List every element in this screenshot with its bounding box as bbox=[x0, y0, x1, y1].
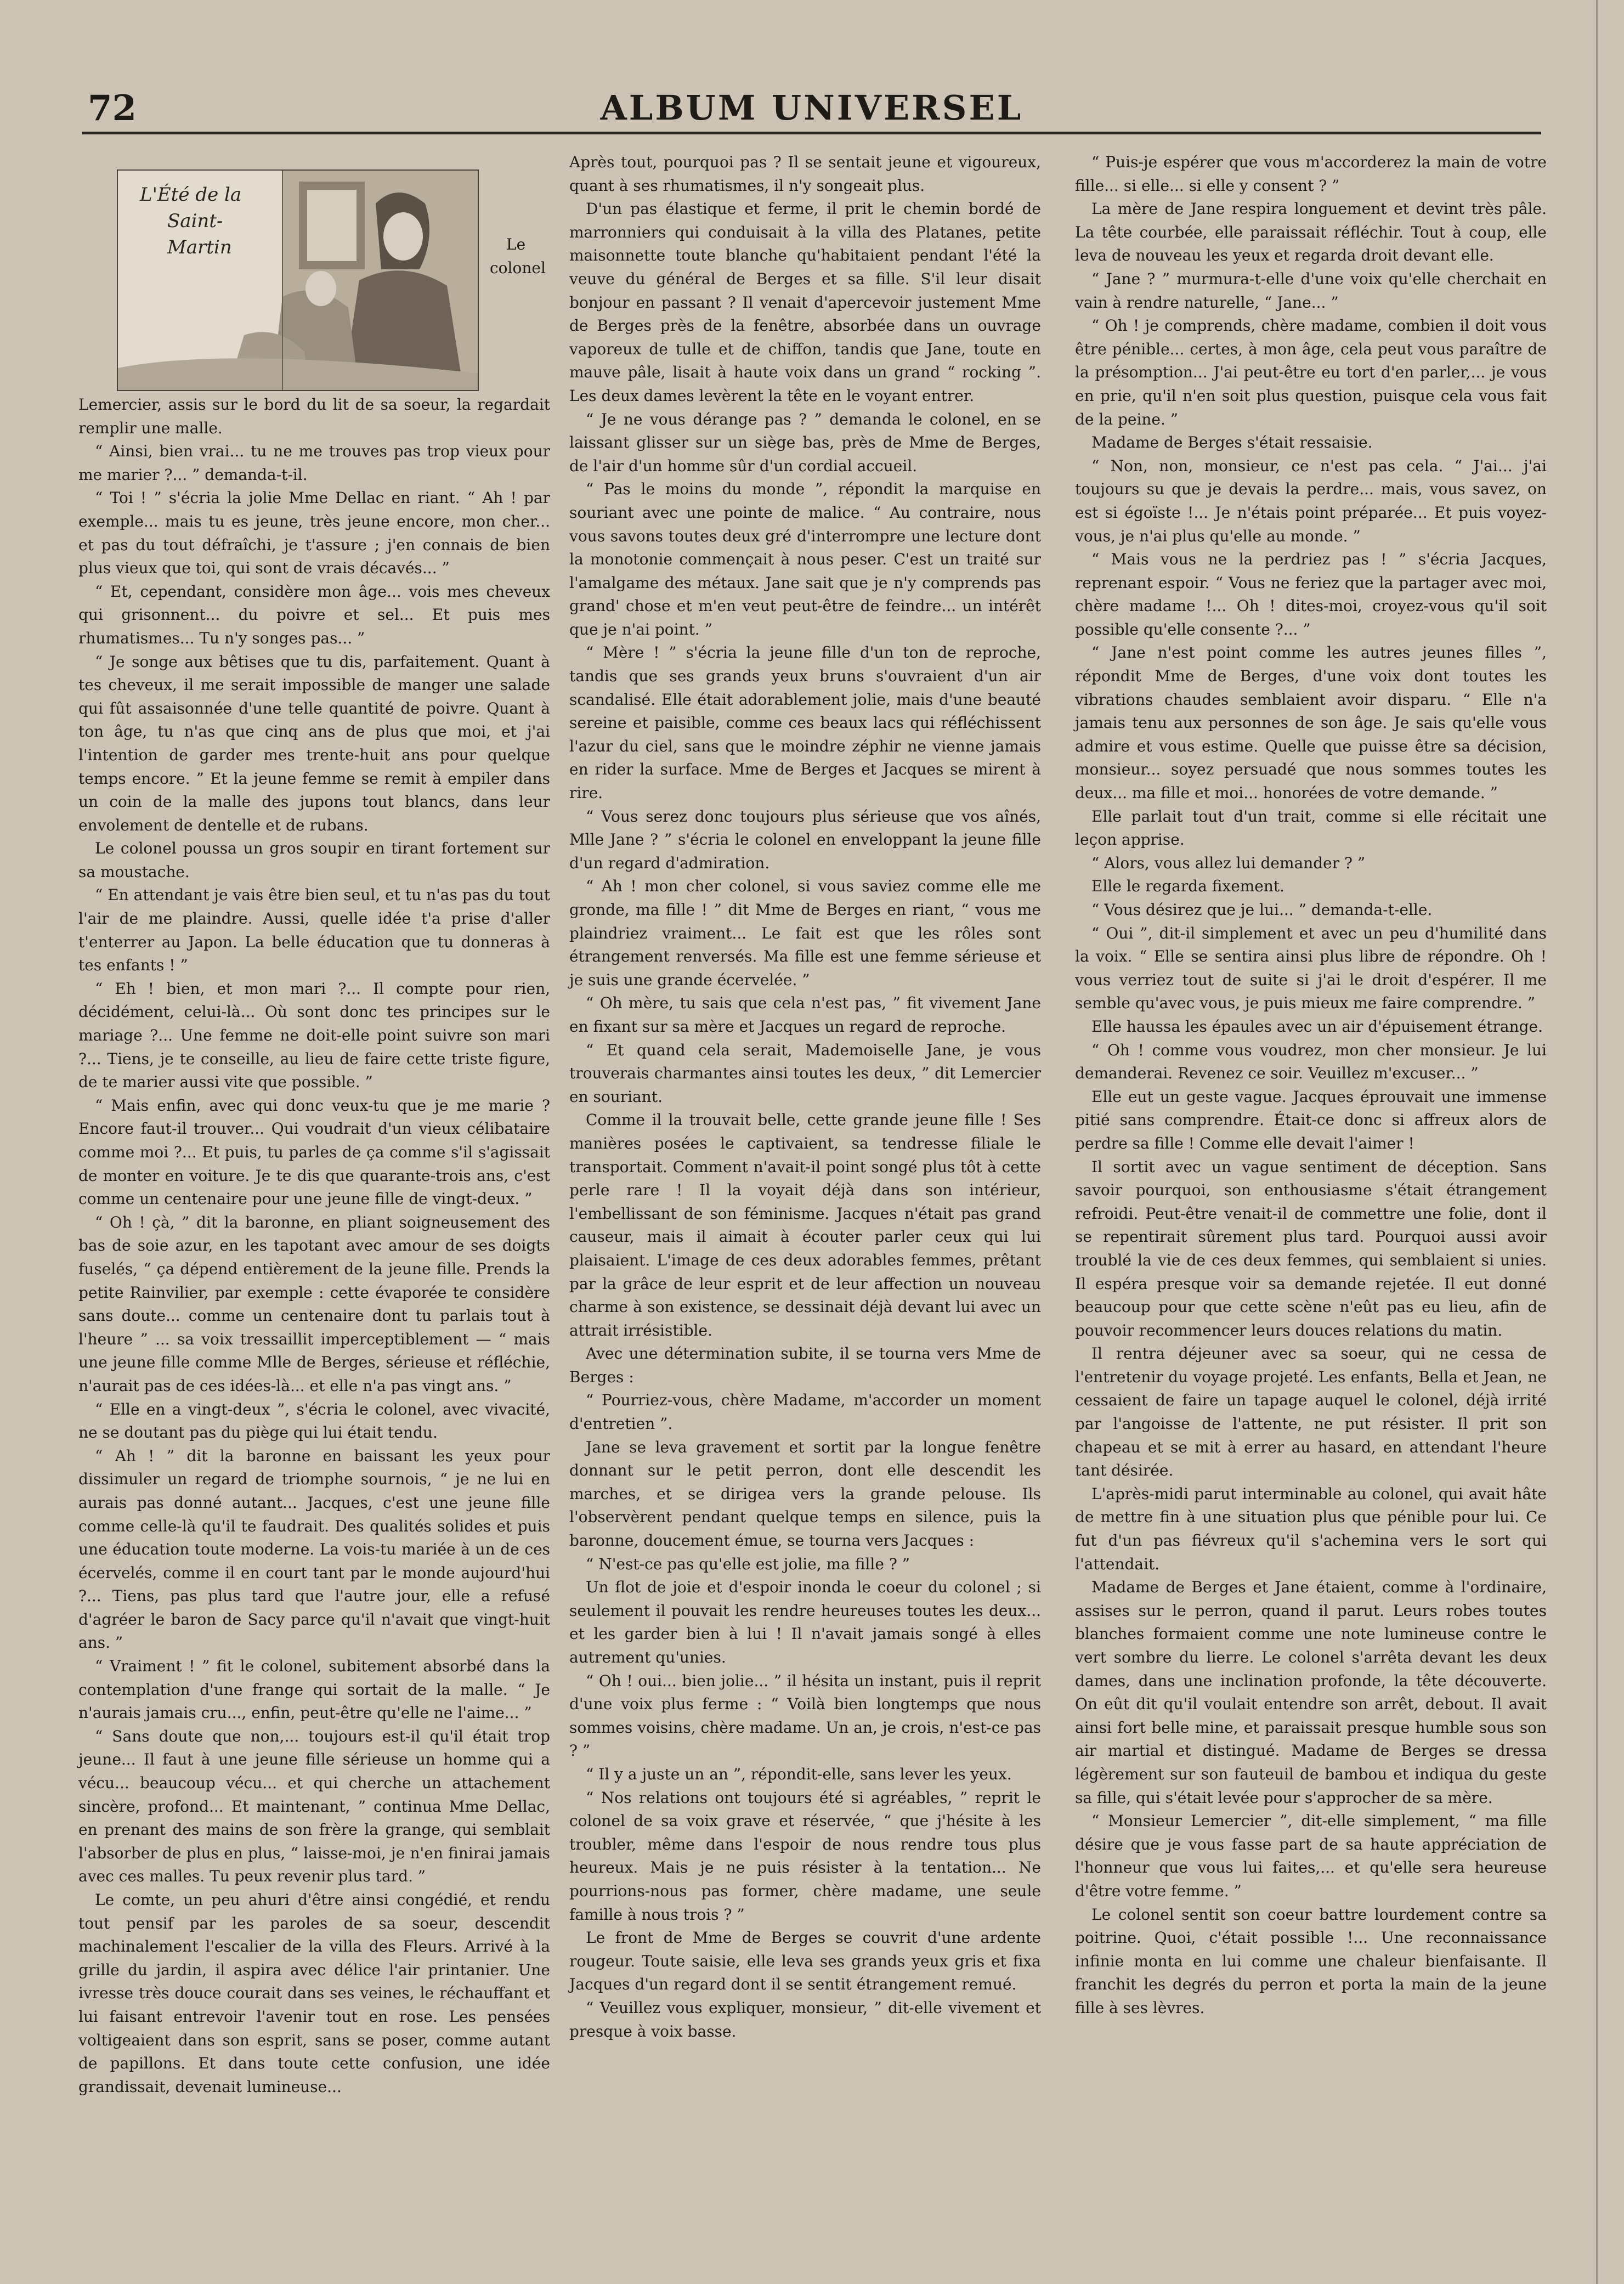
paragraph: “ Eh ! bien, et mon mari ?... Il compte pour rien, décidément, celui-là... Où sont donc tes principes sur le mariage ?... Une femme ne doit-elle point suivre son mari ?... Tiens, je te conseille, au lieu de faire cette triste figure, de te marier aussi vite que possible. ” bbox=[78, 979, 550, 1092]
paragraph: “ Toi ! ” s'écria la jolie Mme Dellac en riant. “ Ah ! par exemple... mais tu es jeune, très jeune encore, mon cher... et pas du tout défraîchi, je t'assure ; j'en connais de bien plus vieux que toi, qui sont de vrais décavés... ” bbox=[78, 489, 550, 578]
paragraph: “ Oh ! comme vous voudrez, mon cher monsieur. Je lui demanderai. Revenez ce soir. Veuillez m'excuser... ” bbox=[1075, 1041, 1547, 1083]
paragraph: “ Pourriez-vous, chère Madame, m'accorder un moment d'entretien ”. bbox=[569, 1391, 1041, 1433]
paragraph: “ Et, cependant, considère mon âge... vois mes cheveux qui grisonnent... du poivre et sel... Et puis mes rhumatismes... Tu n'y songes pas... ” bbox=[78, 582, 550, 647]
binding-edge bbox=[1596, 0, 1598, 2284]
paragraph: Elle parlait tout d'un trait, comme si elle récitait une leçon apprise. bbox=[1075, 807, 1547, 849]
paragraph: Avec une détermination subite, il se tourna vers Mme de Berges : bbox=[569, 1344, 1041, 1386]
paragraph: “ Oh mère, tu sais que cela n'est pas, ” fit vivement Jane en fixant sur sa mère et Jacques un regard de reproche. bbox=[569, 994, 1041, 1036]
paragraph: Elle eut un geste vague. Jacques éprouvait une immense pitié sans comprendre. Était-ce donc si affreux alors de perdre sa fille ! Comme elle devait l'aimer ! bbox=[1075, 1087, 1547, 1152]
text-column-2 bbox=[569, 151, 1041, 2043]
paragraph: “ Mère ! ” s'écria la jeune fille d'un ton de reproche, tandis que ses grands yeux bruns s'ouvraient d'un air scandalisé. Elle était adorablement jolie, mais d'une beauté sereine et paisible, comme ces beaux lacs qui réfléchissent l'azur du ciel, sans que le moindre zéphir ne vienne jamais en rider la surface. Mme de Berges et Jacques se mirent à rire. bbox=[569, 643, 1041, 802]
paragraph: “ Je ne vous dérange pas ? ” demanda le colonel, en se laissant glisser sur un siège bas, près de Mme de Berges, de l'air d'un homme sûr d'un cordial accueil. bbox=[569, 410, 1041, 475]
paragraph: Il sortit avec un vague sentiment de déception. Sans savoir pourquoi, son enthousiasme s'était étrangement refroidi. Peut-être venait-il de commettre une folie, dont il se repentirait sûrement plus tard. Pourquoi aussi avoir troublé la vie de ces deux femmes, qui semblaient si unies. Il espéra presque voir sa demande rejetée. Il eut donné beaucoup pour que cette scène n'eût pas eu lieu, afin de pouvoir recommencer leurs douces relations du matin. bbox=[1075, 1157, 1547, 1339]
paragraph: “ N'est-ce pas qu'elle est jolie, ma fille ? ” bbox=[586, 1554, 910, 1573]
paragraph: “ Vous serez donc toujours plus sérieuse que vos aînés, Mlle Jane ? ” s'écria le colonel en enveloppant la jeune fille d'un regard d'admiration. bbox=[569, 807, 1041, 872]
paragraph: “ Pas le moins du monde ”, répondit la marquise en souriant avec une pointe de malice. “ Au contraire, nous vous savons toutes deux gré d'interrompre une lecture dont la monotonie commençait à nous peser. C'est un traité sur l'amalgame des métaux. Jane sait que je n'y comprends pas grand' chose et m'en veut peut-être de feindre... un intérêt que je n'ai point. ” bbox=[569, 480, 1041, 638]
paragraph: “ Mais vous ne la perdriez pas ! ” s'écria Jacques, reprenant espoir. “ Vous ne feriez que la partager avec moi, chère madame !... Oh ! dites-moi, croyez-vous qu'il soit possible qu'elle consente ?... ” bbox=[1075, 550, 1547, 638]
paragraph: “ Nos relations ont toujours été si agréables, ” reprit le colonel de sa voix grave et réservée, “ que j'hésite à les troubler, même dans l'espoir de nous rendre tous plus heureux. Mais je ne puis résister à la tentation... Ne pourrions-nous pas former, chère madame, une seule famille à nous trois ? ” bbox=[569, 1788, 1041, 1924]
illustration-caption bbox=[140, 182, 250, 261]
paragraph: “ Oui ”, dit-il simplement et avec un peu d'humilité dans la voix. “ Elle se sentira ainsi plus libre de répondre. Oh ! vous verriez tout de suite si j'ai le droit d'espérer. Il me semble qu'avec vous, je puis mieux me faire comprendre. ” bbox=[1075, 924, 1547, 1013]
text-column-1 bbox=[78, 151, 550, 2099]
paragraph: “ Et quand cela serait, Mademoiselle Jane, je vous trouverais charmantes ainsi toutes les deux, ” dit Lemercier en souriant. bbox=[569, 1041, 1041, 1106]
caption-line-1: L'Été de la bbox=[140, 184, 242, 206]
paragraph: “ Vraiment ! ” fit le colonel, subitement absorbé dans la contemplation d'une frange qui sortait de la malle. “ Je n'aurais jamais cru..., enfin, peut-être qu'elle ne l'aime... ” bbox=[78, 1657, 550, 1722]
paragraph: Comme il la trouvait belle, cette grande jeune fille ! Ses manières posées le captivaient, sa tendresse filiale le transportait. Comment n'avait-il point songé plus tôt à cette perle rare ! Il la voyait déjà dans son intérieur, l'embellissant de son féminisme. Jacques n'était pas grand causeur, mais il aimait à écouter parler ceux qui lui plaisaient. L'image de ces deux adorables femmes, prêtant par la grâce de leur esprit et de leur affection un nouveau charme à son existence, se dessinait déjà devant lui avec un attrait irrésistible. bbox=[569, 1111, 1041, 1339]
paragraph: Un flot de joie et d'espoir inonda le coeur du colonel ; si seulement il pouvait les rendre heureuses toutes les deux... et les garder bien à lui ! Il n'avait jamais songé à elles autrement qu'unies. bbox=[569, 1578, 1041, 1666]
paragraph: “ En attendant je vais être bien seul, et tu n'as pas du tout l'air de me plaindre. Aussi, quelle idée t'a prise d'aller t'enterrer au Japon. La belle éducation que tu donneras à tes enfants ! ” bbox=[78, 886, 550, 975]
paragraph: Jane se leva gravement et sortit par la longue fenêtre donnant sur le petit perron, dont elle descendit les marches, et se dirigea vers la grande pelouse. Ils l'observèrent pendant quelque temps en silence, puis la baronne, doucement émue, se tourna vers Jacques : bbox=[569, 1438, 1041, 1550]
paragraph: “ Non, non, monsieur, ce n'est pas cela. “ J'ai... j'ai toujours su que je devais la perdre... mais, vous savez, on est si égoïste !... Je n'étais point préparée... Et puis voyez-vous, je n'ai plus qu'elle au monde. ” bbox=[1075, 456, 1547, 545]
paragraph: “ Mais enfin, avec qui donc veux-tu que je me marie ? Encore faut-il trouver... Qui voudrait d'un vieux célibataire comme moi ?... Et puis, tu parles de ça comme s'il s'agissait de monter en voiture. Je te dis que quarante-trois ans, c'est comme un centenaire pour une jeune fille de vingt-deux. ” bbox=[78, 1096, 550, 1208]
paragraph: “ Ainsi, bien vrai... tu ne me trouves pas trop vieux pour me marier ?... ” demanda-t-il. bbox=[78, 442, 550, 484]
paragraph: D'un pas élastique et ferme, il prit le chemin bordé de marronniers qui conduisait à la villa des Platanes, petite maisonnette toute blanche qu'habitaient pendant l'été la veuve du général de Berges et sa fille. S'il leur disait bonjour en passant ? Il venait d'apercevoir justement Mme de Berges près de la fenêtre, absorbée dans un ouvrage vaporeux de tulle et de chiffon, tandis que Jane, toute en mauve pâle, lisait à haute voix dans un grand “ rocking ”. Les deux dames levèrent la tête en le voyant entrer. bbox=[569, 200, 1041, 405]
paragraph: Le colonel poussa un gros soupir en tirant fortement sur sa moustache. bbox=[78, 839, 550, 881]
paragraph: “ Oh ! çà, ” dit la baronne, en pliant soigneusement des bas de soie azur, en les tapotant avec amour de ses doigts fuselés, “ ça dépend entièrement de la jeune fille. Prends la petite Rainvilier, par exemple : cette évaporée te considère sans doute... comme un centenaire dont tu parlais tout à l'heure ” ... sa voix tressaillit imperceptiblement — “ mais une jeune fille comme Mlle de Berges, sérieuse et réfléchie, n'aurait pas de ces idées-là... et elle n'a pas vingt ans. ” bbox=[78, 1213, 550, 1395]
paragraph: Le colonel sentit son coeur battre lourdement contre sa poitrine. Quoi, c'était possible !... Une reconnaissance infinie monta en lui comme une chaleur bienfaisante. Il franchit les degrés du perron et porta la main de la jeune fille à ses lèvres. bbox=[1075, 1905, 1547, 2017]
paragraph: “ Sans doute que non,... toujours est-il qu'il était trop jeune... Il faut à une jeune fille sérieuse un homme qui a vécu... beaucoup vécu... et qui cherche un attachement sincère, profond... Et maintenant, ” continua Mme Dellac, en prenant des mains de son frère la grange, qui semblait l'absorber de plus en plus, “ laisse-moi, je n'en finirai jamais avec ces malles. Tu peux revenir plus tard. ” bbox=[78, 1727, 550, 1886]
paragraph: “ Ah ! ” dit la baronne en baissant les yeux pour dissimuler un regard de triomphe sournois, “ je ne lui en aurais pas donné autant... Jacques, c'est une jeune fille comme celle-là qu'il te faudrait. Des qualités solides et puis une éducation toute moderne. La vois-tu mariée à un de ces écervelés, comme il en court tant par le monde aujourd'hui ?... Tiens, pas plus tard que l'autre jour, elle a refusé d'agréer le baron de Sacy parce qu'il n'avait que vingt-huit ans. ” bbox=[78, 1446, 550, 1652]
paragraph: Après tout, pourquoi pas ? Il se sentait jeune et vigoureux, quant à ses rhumatismes, il n'y songeait plus. bbox=[569, 153, 1041, 195]
paragraph: Madame de Berges s'était ressaisie. bbox=[1091, 433, 1373, 452]
paragraph: “ Alors, vous allez lui demander ? ” bbox=[1091, 853, 1366, 872]
paragraph: “ Puis-je espérer que vous m'accorderez la main de votre fille... si elle... si elle y consent ? ” bbox=[1075, 153, 1547, 195]
paragraph: Elle le regarda fixement. bbox=[1091, 877, 1285, 896]
paragraph: “ Ah ! mon cher colonel, si vous saviez comme elle me gronde, ma fille ! ” dit Mme de Berges en riant, “ vous me plaindriez vraiment... Le fait est que les rôles sont étrangement renversés. Ma fille est une femme sérieuse et je suis une grande écervelée. ” bbox=[569, 877, 1041, 989]
paragraph: “ Veuillez vous expliquer, monsieur, ” dit-elle vivement et presque à voix basse. bbox=[569, 1998, 1041, 2040]
paragraph: “ Vous désirez que je lui... ” demanda-t-elle. bbox=[1091, 901, 1433, 919]
paragraph: “ Monsieur Lemercier ”, dit-elle simplement, “ ma fille désire que je vous fasse part de sa haute appréciation de l'honneur que vous lui faites,... et qu'elle sera heureuse d'être votre femme. ” bbox=[1075, 1812, 1547, 1900]
paragraph: “ Jane ? ” murmura-t-elle d'une voix qu'elle cherchait en vain à rendre naturelle, “ Jane... ” bbox=[1075, 269, 1547, 312]
paragraph: Le colonel Lemercier, assis sur le bord du lit de sa soeur, la regardait remplir une malle. bbox=[78, 235, 550, 437]
paragraph: Il rentra déjeuner avec sa soeur, qui ne cessa de l'entretenir du voyage projeté. Les enfants, Bella et Jean, ne cessaient de faire un tapage auquel le colonel, déjà irrité par l'angoisse de l'attente, ne put résister. Il prit son chapeau et se mit à errer au hasard, en attendant l'heure tant désirée. bbox=[1075, 1344, 1547, 1480]
paragraph: Madame de Berges et Jane étaient, comme à l'ordinaire, assises sur le perron, quand il parut. Leurs robes toutes blanches formaient comme une note lumineuse contre le vert sombre du lierre. Le colonel s'arrêta devant les deux dames, dans une inclination profonde, la tête découverte. On eût dit qu'il voulait entendre son arrêt, debout. Il avait ainsi fort belle mine, et paraissait presque humble sous son air martial et distingué. Madame de Berges se dressa légèrement sur son fauteuil de bambou et indiqua du geste sa fille, qui s'était levée pour s'approcher de sa mère. bbox=[1075, 1578, 1547, 1807]
paragraph: “ Jane n'est point comme les autres jeunes filles ”, répondit Mme de Berges, d'une voix dont toutes les vibrations chaudes semblaient avoir disparu. “ Elle n'a jamais tenu aux personnes de son âge. Je sais qu'elle vous admire et vous estime. Quelle que puisse être sa décision, monsieur... soyez persuadé que nous sommes toutes les deux... ma fille et moi... honorées de votre demande. ” bbox=[1075, 643, 1547, 802]
paragraph: L'après-midi parut interminable au colonel, qui avait hâte de mettre fin à une situation plus que pénible pour lui. Ce fut d'un pas fiévreux qu'il s'achemina vers le sort qui l'attendait. bbox=[1075, 1484, 1547, 1573]
page-number: 72 bbox=[88, 88, 137, 129]
paragraph: “ Il y a juste un an ”, répondit-elle, sans lever les yeux. bbox=[586, 1765, 1012, 1783]
paragraph: “ Je songe aux bêtises que tu dis, parfaitement. Quant à tes cheveux, il me serait impossible de manger une salade qui fût assaisonnée d'une telle quantité de poivre. Quant à ton âge, tu n'as que cinq ans de plus que moi, et j'ai l'intention de garder mes trente-huit ans pour quelque temps encore. ” Et la jeune femme se remit à empiler dans un coin de la malle des jupons tout blancs, dans leur envolement de dentelle et de rubans. bbox=[78, 652, 550, 834]
caption-line-2: Saint-Martin bbox=[167, 210, 232, 258]
paragraph: “ Elle en a vingt-deux ”, s'écria le colonel, avec vivacité, ne se doutant pas du piège qui lui était tendu. bbox=[78, 1400, 550, 1442]
paragraph: Elle haussa les épaules avec un air d'épuisement étrange. bbox=[1091, 1017, 1543, 1036]
paragraph: Le comte, un peu ahuri d'être ainsi congédié, et rendu tout pensif par les paroles de sa soeur, descendit machinalement l'escalier de la villa des Fleurs. Arrivé à la grille du jardin, il aspira avec délice l'air printanier. Une ivresse très douce courait dans ses veines, le réchauffant et lui faisant entrevoir l'avenir tout en rose. Les pensées voltigeaient dans son esprit, sans se poser, comme autant de papillons. Et dans toute cette confusion, une idée grandissait, devenait lumineuse... bbox=[78, 1891, 550, 2096]
paragraph: “ Oh ! je comprends, chère madame, combien il doit vous être pénible... certes, à mon âge, cela peut vous paraître de la présomption... J'ai peut-être eu tort d'en parler,... je vous en prie, qu'il n'en soit plus question, puisque cela vous fait de la peine. ” bbox=[1075, 316, 1547, 428]
page-header bbox=[88, 88, 1536, 132]
illustration bbox=[117, 169, 479, 391]
paragraph: “ Oh ! oui... bien jolie... ” il hésita un instant, puis il reprit d'une voix plus ferme : “ Voilà bien longtemps que nous sommes voisins, chère madame. Un an, je crois, n'est-ce pas ? ” bbox=[569, 1671, 1041, 1760]
text-column-3 bbox=[1075, 151, 1547, 2020]
running-title: ALBUM UNIVERSEL bbox=[600, 88, 1023, 128]
paragraph: Le front de Mme de Berges se couvrit d'une ardente rougeur. Toute saisie, elle leva ses grands yeux gris et fixa Jacques d'un regard dont il se sentit étrangement remué. bbox=[569, 1929, 1041, 1994]
header-rule bbox=[82, 132, 1541, 134]
paragraph: La mère de Jane respira longuement et devint très pâle. La tête courbée, elle paraissait réfléchir. Tout à coup, elle leva de nouveau les yeux et regarda droit devant elle. bbox=[1075, 200, 1547, 265]
